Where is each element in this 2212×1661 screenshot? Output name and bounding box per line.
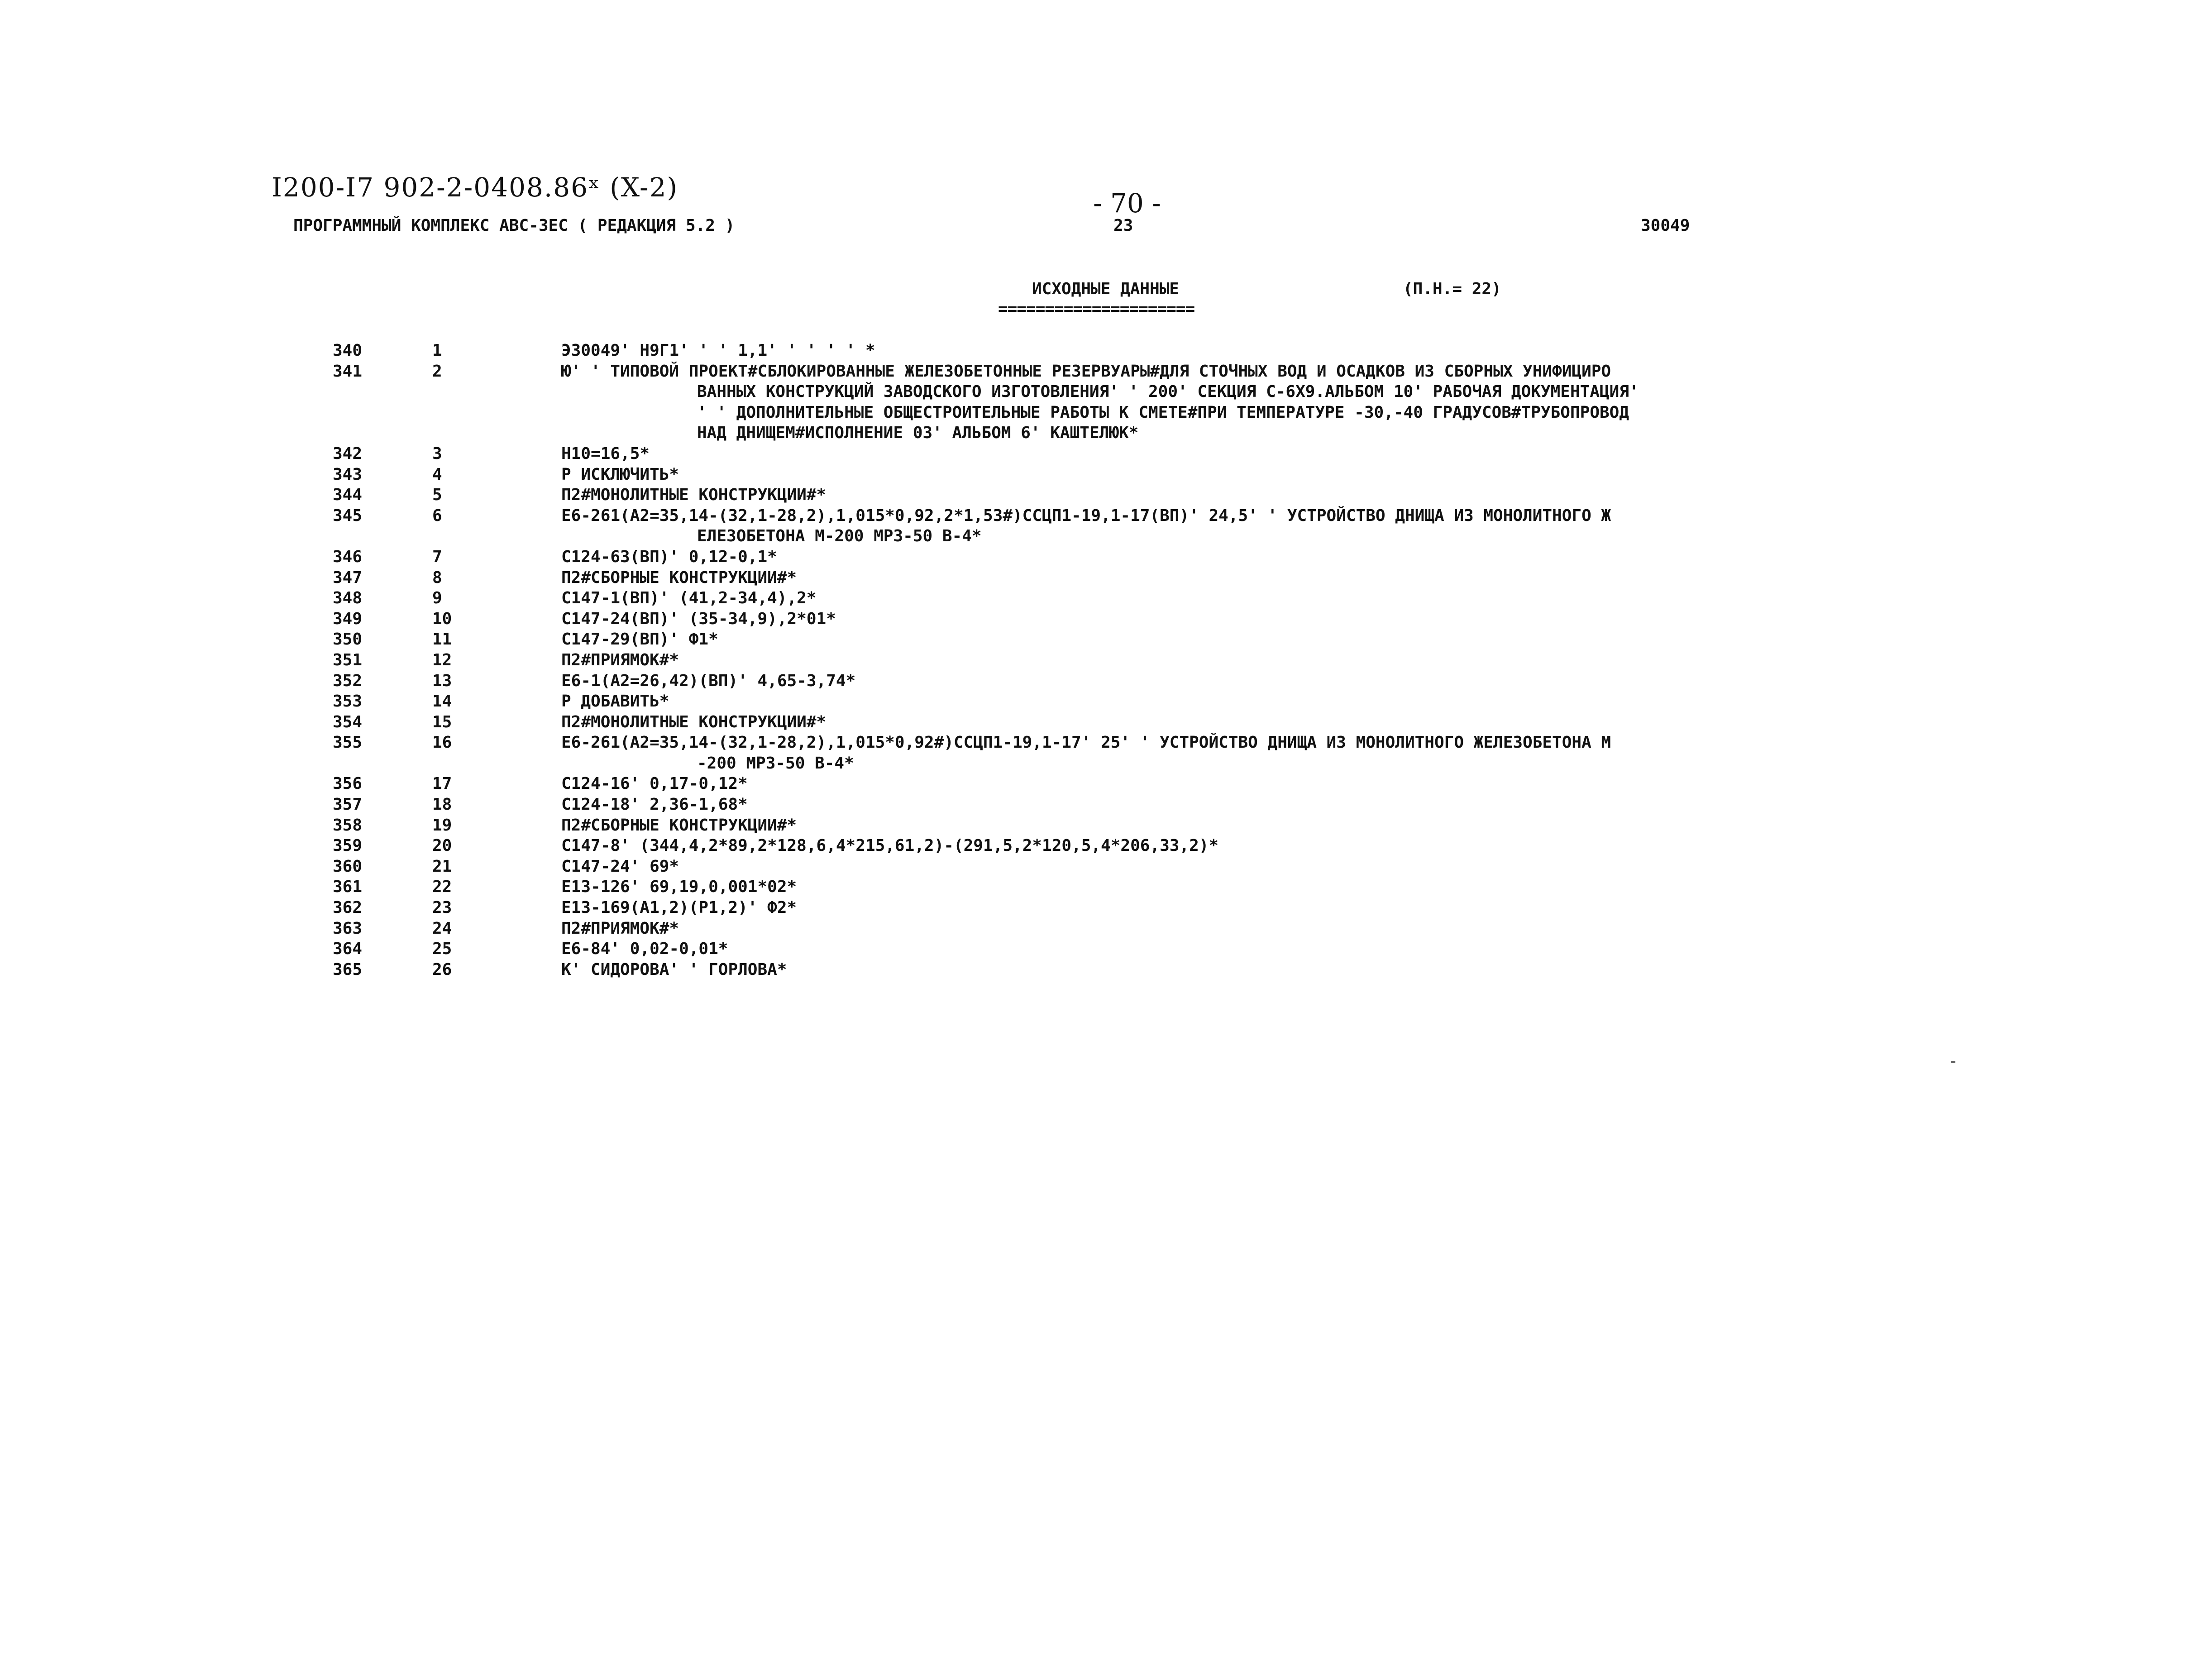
section-reference: (П.Н.= 22) [1403, 280, 1501, 298]
record-text-line: Е13-126' 69,19,0,001*02* [561, 878, 797, 897]
page-number: - 70 - [1093, 188, 1161, 219]
listing-row [0, 918, 2212, 939]
line-number: 352 [333, 671, 363, 690]
sequence-number: 15 [432, 712, 452, 731]
sequence-number: 20 [432, 836, 452, 855]
listing-row [0, 691, 2212, 712]
record-text [561, 691, 1919, 712]
sequence-number: 16 [432, 733, 452, 752]
line-number: 349 [333, 609, 363, 628]
record-text-line: С124-63(ВП)' 0,12-0,1* [561, 547, 777, 566]
record-text [561, 629, 1919, 650]
record-text-line: Е6-84' 0,02-0,01* [561, 940, 728, 959]
line-number: 360 [333, 857, 363, 876]
listing-row [0, 856, 2212, 877]
record-text-line: П2#СБОРНЫЕ КОНСТРУКЦИИ#* [561, 568, 797, 587]
line-number: 359 [333, 836, 363, 855]
record-text-line: П2#СБОРНЫЕ КОНСТРУКЦИИ#* [561, 816, 797, 835]
record-text [561, 794, 1919, 815]
record-text-line: Р ИСКЛЮЧИТЬ* [561, 465, 679, 484]
listing-row [0, 835, 2212, 856]
listing-row [0, 939, 2212, 959]
line-number: 364 [333, 940, 363, 959]
line-number: 357 [333, 795, 363, 814]
program-header: ПРОГРАММНЫЙ КОМПЛЕКС АВС-ЗЕС ( РЕДАКЦИЯ 5.2 ) [293, 216, 735, 235]
record-text [561, 609, 1919, 630]
record-text-line: П2#ПРИЯМОК#* [561, 650, 679, 669]
record-text-line: Е13-169(А1,2)(Р1,2)' Ф2* [561, 898, 797, 917]
record-text [561, 464, 1919, 485]
line-number: 347 [333, 568, 363, 587]
sequence-number: 11 [432, 630, 452, 649]
sequence-number: 2 [432, 362, 442, 381]
record-text [561, 918, 1919, 939]
line-number: 348 [333, 589, 363, 608]
sequence-number: 19 [432, 816, 452, 835]
record-text [561, 939, 1919, 959]
listing-row [0, 794, 2212, 815]
record-text-continuation: НАД ДНИЩЕМ#ИСПОЛНЕНИЕ 03' АЛЬБОМ 6' КАШТЕЛЮК* [697, 424, 1139, 443]
record-text-line: С124-16' 0,17-0,12* [561, 774, 748, 793]
sequence-number: 23 [432, 898, 452, 917]
record-text-line: С124-18' 2,36-1,68* [561, 795, 748, 814]
section-title-underline: ===================== [998, 300, 1195, 318]
record-text-line: Е6-261(А2=35,14-(32,1-28,2),1,015*0,92,2*1,53#)ССЦП1-19,1-17(ВП)' 24,5' ' УСТРОЙСТВО ДНИЩА ИЗ МОНОЛИТНОГО Ж [561, 506, 1611, 525]
record-text-continuation: -200 МРЗ-50 В-4* [697, 754, 854, 773]
record-text-line: С147-8' (344,4,2*89,2*128,6,4*215,61,2)-(291,5,2*120,5,4*206,33,2)* [561, 836, 1219, 855]
listing-row [0, 712, 2212, 733]
sequence-number: 22 [432, 878, 452, 897]
line-number: 342 [333, 444, 363, 463]
listing-row [0, 506, 2212, 547]
listing-row [0, 588, 2212, 609]
record-text [561, 588, 1919, 609]
record-text [561, 547, 1919, 568]
record-text [561, 568, 1919, 588]
sequence-number: 25 [432, 940, 452, 959]
sequence-number: 1 [432, 341, 442, 360]
line-number: 351 [333, 650, 363, 669]
record-text [561, 773, 1919, 794]
record-text [561, 506, 1919, 547]
scan-mark [1951, 1061, 1955, 1063]
listing-row [0, 340, 2212, 361]
record-text-continuation: ВАННЫХ КОНСТРУКЦИЙ ЗАВОДСКОГО ИЗГОТОВЛЕНИЯ' ' 200' СЕКЦИЯ С-6Х9.АЛЬБОМ 10' РАБОЧАЯ ДОКУМЕНТАЦИЯ' [697, 382, 1639, 401]
record-text [561, 835, 1919, 856]
line-number: 345 [333, 506, 363, 525]
record-text [561, 361, 1919, 444]
listing-row [0, 897, 2212, 918]
listing-row [0, 732, 2212, 773]
record-text-line: Р ДОБАВИТЬ* [561, 692, 669, 711]
sequence-number: 7 [432, 547, 442, 566]
record-text [561, 732, 1919, 773]
data-listing [0, 340, 2212, 980]
record-text [561, 671, 1919, 692]
listing-row [0, 959, 2212, 980]
line-number: 344 [333, 486, 363, 505]
sequence-number: 24 [432, 919, 452, 938]
document-code: I200-I7 902-2-0408.86ˣ (X-2) [272, 172, 678, 203]
listing-row [0, 485, 2212, 506]
record-text-continuation: ' ' ДОПОЛНИТЕЛЬНЫЕ ОБЩЕСТРОИТЕЛЬНЫЕ РАБОТЫ К СМЕТЕ#ПРИ ТЕМПЕРАТУРЕ -30,-40 ГРАДУСОВ#ТРУБОПРОВОД [697, 403, 1629, 422]
line-number: 350 [333, 630, 363, 649]
line-number: 346 [333, 547, 363, 566]
listing-row [0, 568, 2212, 588]
record-text [561, 340, 1919, 361]
record-text [561, 712, 1919, 733]
line-number: 358 [333, 816, 363, 835]
record-text-line: С147-24' 69* [561, 857, 679, 876]
sequence-number: 3 [432, 444, 442, 463]
line-number: 341 [333, 362, 363, 381]
record-text-line: Е6-1(А2=26,42)(ВП)' 4,65-3,74* [561, 671, 856, 690]
sheet-code: 30049 [1641, 216, 1690, 235]
record-text-line: С147-1(ВП)' (41,2-34,4),2* [561, 589, 817, 608]
sequence-number: 8 [432, 568, 442, 587]
listing-row [0, 650, 2212, 671]
sequence-number: 26 [432, 960, 452, 979]
sequence-number: 4 [432, 465, 442, 484]
listing-row [0, 773, 2212, 794]
record-text-line: П2#ПРИЯМОК#* [561, 919, 679, 938]
line-number: 362 [333, 898, 363, 917]
listing-row [0, 547, 2212, 568]
sequence-number: 17 [432, 774, 452, 793]
line-number: 361 [333, 878, 363, 897]
sequence-number: 14 [432, 692, 452, 711]
record-text-continuation: ЕЛЕЗОБЕТОНА М-200 МРЗ-50 В-4* [697, 527, 982, 546]
record-text [561, 485, 1919, 506]
line-number: 340 [333, 341, 363, 360]
record-text [561, 897, 1919, 918]
record-text [561, 877, 1919, 897]
record-text-line: П2#МОНОЛИТНЫЕ КОНСТРУКЦИИ#* [561, 486, 827, 505]
listing-row [0, 877, 2212, 897]
line-number: 365 [333, 960, 363, 979]
sequence-number: 12 [432, 650, 452, 669]
line-number: 354 [333, 712, 363, 731]
sequence-number: 10 [432, 609, 452, 628]
record-text [561, 856, 1919, 877]
line-number: 353 [333, 692, 363, 711]
listing-row [0, 464, 2212, 485]
record-text-line: Ю' ' ТИПОВОЙ ПРОЕКТ#СБЛОКИРОВАННЫЕ ЖЕЛЕЗОБЕТОННЫЕ РЕЗЕРВУАРЫ#ДЛЯ СТОЧНЫХ ВОД И ОСАДКОВ ИЗ СБОРНЫХ УНИФИЦИРО [561, 362, 1611, 381]
listing-row [0, 444, 2212, 464]
sheet-number: 23 [1113, 216, 1133, 235]
listing-row [0, 629, 2212, 650]
record-text-line: С147-29(ВП)' Ф1* [561, 630, 718, 649]
record-text-line: П2#МОНОЛИТНЫЕ КОНСТРУКЦИИ#* [561, 712, 827, 731]
listing-row [0, 609, 2212, 630]
sequence-number: 18 [432, 795, 452, 814]
record-text [561, 959, 1919, 980]
line-number: 355 [333, 733, 363, 752]
line-number: 356 [333, 774, 363, 793]
record-text-line: К' СИДОРОВА' ' ГОРЛОВА* [561, 960, 787, 979]
record-text [561, 815, 1919, 836]
listing-row [0, 671, 2212, 692]
sequence-number: 13 [432, 671, 452, 690]
record-text-line: Е6-261(А2=35,14-(32,1-28,2),1,015*0,92#)ССЦП1-19,1-17' 25' ' УСТРОЙСТВО ДНИЩА ИЗ МОНОЛИТНОГО ЖЕЛЕЗОБЕТОНА М [561, 733, 1611, 752]
sequence-number: 21 [432, 857, 452, 876]
line-number: 363 [333, 919, 363, 938]
sequence-number: 9 [432, 589, 442, 608]
sequence-number: 5 [432, 486, 442, 505]
record-text [561, 650, 1919, 671]
record-text [561, 444, 1919, 464]
sequence-number: 6 [432, 506, 442, 525]
line-number: 343 [333, 465, 363, 484]
listing-row [0, 815, 2212, 836]
record-text-line: Э30049' Н9Г1' ' ' 1,1' ' ' ' ' * [561, 341, 875, 360]
section-title: ИСХОДНЫЕ ДАННЫЕ [1032, 280, 1180, 298]
record-text-line: Н10=16,5* [561, 444, 650, 463]
record-text-line: С147-24(ВП)' (35-34,9),2*01* [561, 609, 836, 628]
listing-row [0, 361, 2212, 444]
